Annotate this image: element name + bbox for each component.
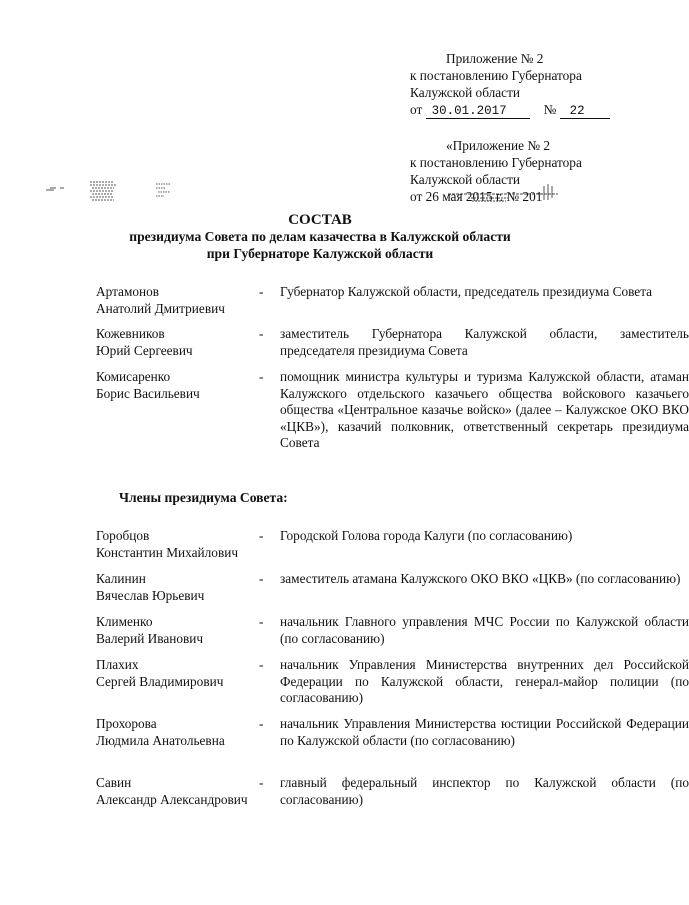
appendix-label: Приложение № 2 <box>446 51 544 66</box>
person-surname: Клименко <box>96 614 153 629</box>
appendix-line-decree: к постановлению Губернатора <box>410 68 582 83</box>
person-position: начальник Управления Министерства юстиции Российской Федерации по Калужской области (по согласованию) <box>280 716 689 748</box>
appendix-line-region: Калужской области <box>410 85 520 100</box>
appendix-header-current <box>410 50 610 119</box>
dash-separator: - <box>259 614 264 629</box>
person-position: начальник Управления Министерства внутренних дел Российской Федерации по Калужской области, генерал-майор полиции (по согласованию) <box>280 657 689 705</box>
date-prefix: от <box>410 102 423 117</box>
person-surname: Артамонов <box>96 284 160 299</box>
person-surname: Плахих <box>96 657 139 672</box>
person-given-names: Борис Васильевич <box>96 385 200 401</box>
number-prefix: № <box>543 102 557 117</box>
dash-separator: - <box>259 716 264 731</box>
person-given-names: Вячеслав Юрьевич <box>96 587 205 603</box>
document-subtitle-line1: президиума Совета по делам казачества в Калужской области <box>129 229 511 244</box>
person-given-names: Людмила Анатольевна <box>96 732 225 748</box>
decree-number: 22 <box>560 104 610 119</box>
person-surname: Комисаренко <box>96 369 171 384</box>
members-heading: Члены президиума Совета: <box>119 490 288 505</box>
person-position: помощник министра культуры и туризма Калужской области, атаман Калужского отдельского казачьего общества войскового казачьего общества «Центральное казачье войско» (далее – Калужское ОКО ВКО «ЦКВ»), казачий полковник, ответственный секретарь президиума Совета <box>280 369 689 450</box>
person-given-names: Юрий Сергеевич <box>96 342 193 358</box>
prev-appendix-label: «Приложение № 2 <box>446 138 550 153</box>
document-title: СОСТАВ <box>288 212 352 228</box>
prev-appendix-line-decree: к постановлению Губернатора <box>410 155 582 170</box>
person-surname: Савин <box>96 775 132 790</box>
person-given-names: Сергей Владимирович <box>96 673 224 689</box>
dash-separator: - <box>259 657 264 672</box>
scan-stamp-marks <box>46 176 216 206</box>
person-surname: Горобцов <box>96 528 150 543</box>
document-subtitle-line2: при Губернаторе Калужской области <box>206 246 434 261</box>
person-position: заместитель атамана Калужского ОКО ВКО «ЦКВ» (по согласованию) <box>280 571 681 586</box>
person-given-names: Анатолий Дмитриевич <box>96 300 225 316</box>
person-position: Городской Голова города Калуги (по согласованию) <box>280 528 573 543</box>
dash-separator: - <box>259 284 264 299</box>
person-surname: Калинин <box>96 571 146 586</box>
dash-separator: - <box>259 775 264 790</box>
prev-appendix-date-line: от 26 мая 2015 г. № 201 <box>410 189 543 204</box>
dash-separator: - <box>259 528 264 543</box>
scan-signature-marks <box>448 176 568 206</box>
person-position: главный федеральный инспектор по Калужской области (по согласованию) <box>280 775 689 807</box>
person-given-names: Константин Михайлович <box>96 544 239 560</box>
person-position: заместитель Губернатора Калужской области, заместитель председателя президиума Совета <box>280 326 689 358</box>
person-position: Губернатор Калужской области, председатель президиума Совета <box>280 284 653 299</box>
decree-date: 30.01.2017 <box>426 104 530 119</box>
dash-separator: - <box>259 571 264 586</box>
prev-appendix-line-region: Калужской области <box>410 172 520 187</box>
appendix-date-line <box>410 101 610 119</box>
person-surname: Прохорова <box>96 716 157 731</box>
person-given-names: Александр Александрович <box>96 791 248 807</box>
person-position: начальник Главного управления МЧС России по Калужской области (по согласованию) <box>280 614 689 646</box>
dash-separator: - <box>259 326 264 341</box>
dash-separator: - <box>259 369 264 384</box>
person-surname: Кожевников <box>96 326 165 341</box>
person-given-names: Валерий Иванович <box>96 630 204 646</box>
